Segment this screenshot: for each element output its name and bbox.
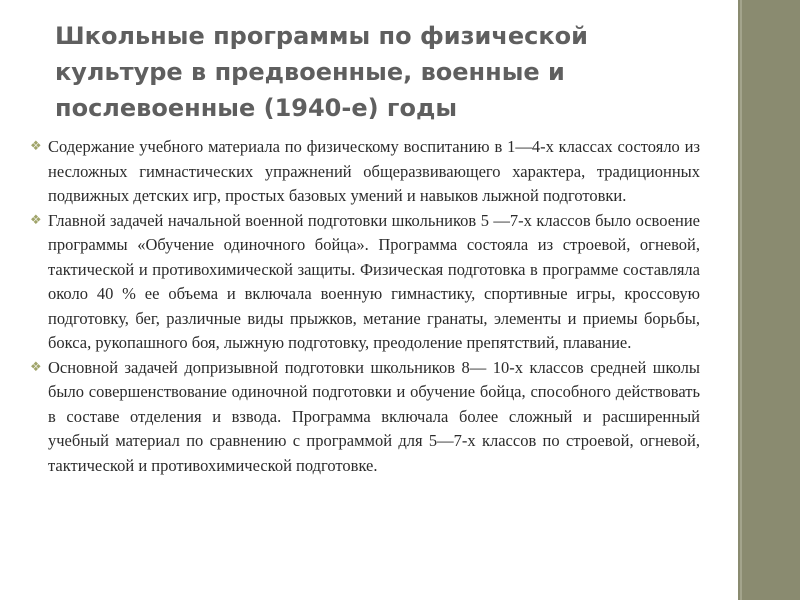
bullet-text: Главной задачей начальной военной подготовки школьников 5 —7-х классов было освоение программы «Обучение одиночного бойца». Программа состояла из строевой, огневой, тактической и противохимической защиты. Физическая подготовка в программе составляла около 40 % ее объема и включала военную гимнастику, спортивные игры, кроссовую подготовку, бег, различные виды прыжков, метание гранаты, элементы и приемы борьбы, бокса, рукопашного боя, лыжную подготовку, преодоление препятствий, плавание. — [48, 210, 700, 352]
slide-title: Школьные программы по физической культуре в предвоенные, военные и послевоенные (1940-е) годы — [55, 22, 588, 122]
diamond-bullet-icon: ❖ — [30, 359, 42, 375]
slide-body — [30, 135, 700, 478]
bullet-text: Содержание учебного материала по физическому воспитанию в 1—4-х классах состояло из несложных гимнастических упражнений общеразвивающего характера, традиционных подвижных детских игр, простых базовых умений и навыков лыжной подготовки. — [48, 137, 700, 205]
bullet-item — [30, 356, 700, 479]
bullet-item — [30, 209, 700, 356]
side-decoration-strip — [738, 0, 800, 600]
side-decoration-line — [740, 0, 742, 600]
diamond-bullet-icon: ❖ — [30, 212, 42, 228]
bullet-text: Основной задачей допризывной подготовки школьников 8— 10-х классов средней школы было совершенствование одиночной подготовки и обучение бойца, способного действовать в составе отделения и взвода. Программа включала более сложный и расширенный учебный материал по сравнению с программой для 5—7-х классов по строевой, огневой, тактической и противохимической подготовке. — [48, 357, 700, 475]
bullet-item — [30, 135, 700, 209]
diamond-bullet-icon: ❖ — [30, 139, 42, 154]
